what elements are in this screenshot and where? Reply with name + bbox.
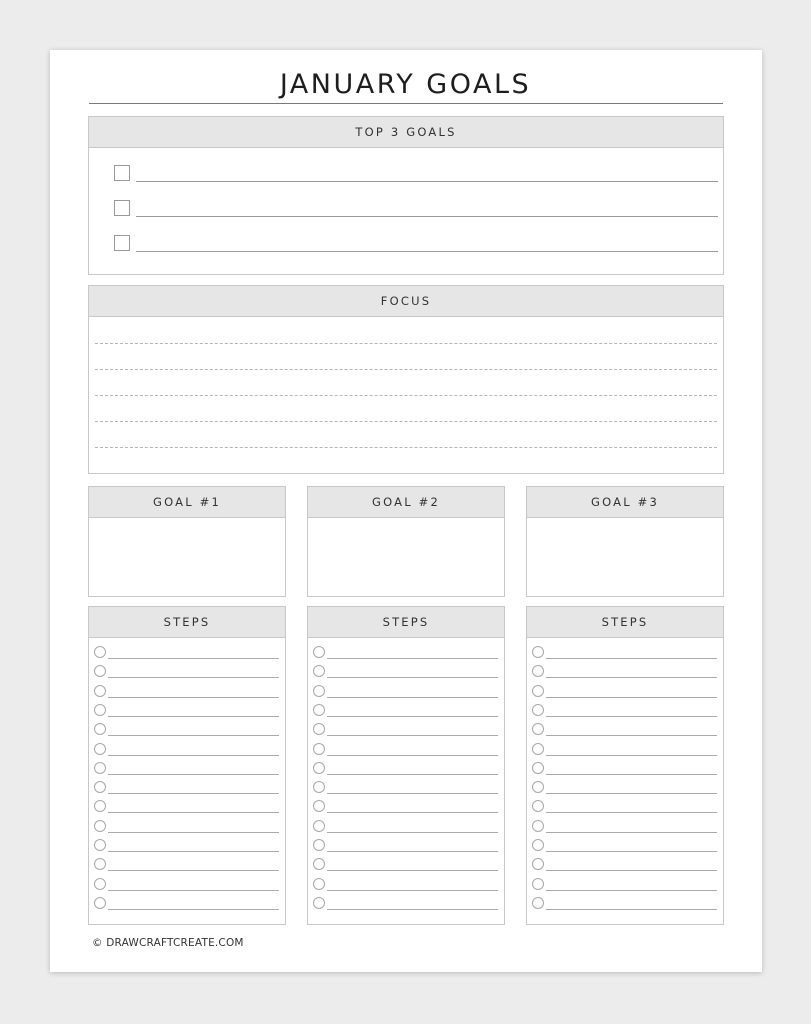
goal-3-box (526, 486, 724, 597)
step-checkbox-circle[interactable] (313, 762, 325, 774)
step-checkbox-circle[interactable] (532, 762, 544, 774)
step-row (532, 897, 717, 911)
top-goal-row (114, 235, 718, 253)
step-row (532, 858, 717, 872)
step-write-line[interactable] (546, 774, 717, 775)
step-checkbox-circle[interactable] (532, 800, 544, 812)
step-checkbox-circle[interactable] (94, 897, 106, 909)
step-write-line[interactable] (327, 774, 498, 775)
step-write-line[interactable] (327, 890, 498, 891)
step-write-line[interactable] (546, 909, 717, 910)
step-checkbox-circle[interactable] (532, 858, 544, 870)
step-row (94, 839, 279, 853)
step-write-line[interactable] (108, 870, 279, 871)
step-write-line[interactable] (327, 832, 498, 833)
step-checkbox-circle[interactable] (313, 858, 325, 870)
top-goal-checkbox[interactable] (114, 235, 130, 251)
step-write-line[interactable] (108, 735, 279, 736)
top-goal-checkbox[interactable] (114, 165, 130, 181)
step-row (313, 839, 498, 853)
step-row (532, 820, 717, 834)
step-row (532, 704, 717, 718)
step-row (94, 723, 279, 737)
step-write-line[interactable] (327, 909, 498, 910)
step-write-line[interactable] (327, 870, 498, 871)
step-checkbox-circle[interactable] (94, 685, 106, 697)
step-checkbox-circle[interactable] (313, 897, 325, 909)
step-write-line[interactable] (108, 793, 279, 794)
step-checkbox-circle[interactable] (313, 685, 325, 697)
step-row (94, 704, 279, 718)
step-row (94, 800, 279, 814)
step-row (313, 685, 498, 699)
page-title: JANUARY GOALS (279, 69, 532, 100)
copyright-footer: © DRAWCRAFTCREATE.COM (92, 937, 244, 949)
step-checkbox-circle[interactable] (94, 820, 106, 832)
step-checkbox-circle[interactable] (94, 858, 106, 870)
step-row (94, 685, 279, 699)
step-write-line[interactable] (108, 716, 279, 717)
step-checkbox-circle[interactable] (94, 800, 106, 812)
step-checkbox-circle[interactable] (313, 878, 325, 890)
step-write-line[interactable] (108, 909, 279, 910)
step-checkbox-circle[interactable] (313, 781, 325, 793)
step-write-line[interactable] (108, 697, 279, 698)
step-checkbox-circle[interactable] (313, 820, 325, 832)
step-write-line[interactable] (327, 735, 498, 736)
step-checkbox-circle[interactable] (532, 665, 544, 677)
focus-write-line[interactable] (95, 421, 717, 422)
step-row (94, 878, 279, 892)
step-write-line[interactable] (546, 755, 717, 756)
step-row (94, 665, 279, 679)
step-write-line[interactable] (546, 677, 717, 678)
top-goal-write-line[interactable] (136, 251, 718, 252)
step-write-line[interactable] (327, 812, 498, 813)
step-write-line[interactable] (546, 851, 717, 852)
step-checkbox-circle[interactable] (313, 743, 325, 755)
step-row (313, 897, 498, 911)
step-write-line[interactable] (546, 793, 717, 794)
step-checkbox-circle[interactable] (94, 762, 106, 774)
step-write-line[interactable] (327, 793, 498, 794)
step-write-line[interactable] (108, 658, 279, 659)
step-checkbox-circle[interactable] (532, 820, 544, 832)
step-checkbox-circle[interactable] (532, 723, 544, 735)
step-row (532, 762, 717, 776)
step-checkbox-circle[interactable] (532, 878, 544, 890)
step-checkbox-circle[interactable] (532, 704, 544, 716)
steps-2-box (307, 606, 505, 925)
step-checkbox-circle[interactable] (94, 839, 106, 851)
step-checkbox-circle[interactable] (313, 704, 325, 716)
step-checkbox-circle[interactable] (532, 685, 544, 697)
goal-2-box (307, 486, 505, 597)
step-row (532, 685, 717, 699)
step-row (532, 665, 717, 679)
step-row (313, 723, 498, 737)
step-checkbox-circle[interactable] (313, 839, 325, 851)
steps-1-header: STEPS (89, 607, 285, 638)
step-checkbox-circle[interactable] (94, 665, 106, 677)
step-row (313, 800, 498, 814)
step-checkbox-circle[interactable] (313, 800, 325, 812)
step-row (313, 762, 498, 776)
step-write-line[interactable] (108, 755, 279, 756)
step-write-line[interactable] (546, 735, 717, 736)
step-row (313, 820, 498, 834)
focus-write-line[interactable] (95, 343, 717, 344)
step-row (532, 743, 717, 757)
step-write-line[interactable] (546, 697, 717, 698)
step-checkbox-circle[interactable] (94, 781, 106, 793)
step-write-line[interactable] (108, 851, 279, 852)
step-row (313, 878, 498, 892)
focus-section (88, 285, 724, 474)
step-checkbox-circle[interactable] (532, 839, 544, 851)
step-write-line[interactable] (108, 812, 279, 813)
step-checkbox-circle[interactable] (94, 723, 106, 735)
step-row (532, 646, 717, 660)
step-row (94, 897, 279, 911)
step-write-line[interactable] (546, 832, 717, 833)
step-write-line[interactable] (327, 677, 498, 678)
step-row (94, 743, 279, 757)
step-write-line[interactable] (546, 716, 717, 717)
top-goal-checkbox[interactable] (114, 200, 130, 216)
step-write-line[interactable] (108, 832, 279, 833)
step-row (313, 781, 498, 795)
steps-1-box (88, 606, 286, 925)
step-write-line[interactable] (327, 851, 498, 852)
step-row (532, 800, 717, 814)
step-row (94, 858, 279, 872)
step-row (313, 646, 498, 660)
step-checkbox-circle[interactable] (313, 665, 325, 677)
step-checkbox-circle[interactable] (94, 878, 106, 890)
focus-write-line[interactable] (95, 369, 717, 370)
step-row (532, 839, 717, 853)
top-goal-write-line[interactable] (136, 216, 718, 217)
step-checkbox-circle[interactable] (532, 646, 544, 658)
step-row (94, 781, 279, 795)
step-row (94, 762, 279, 776)
goal-3-header: GOAL #3 (527, 487, 723, 518)
step-row (313, 704, 498, 718)
steps-2-header: STEPS (308, 607, 504, 638)
step-write-line[interactable] (327, 755, 498, 756)
step-checkbox-circle[interactable] (532, 743, 544, 755)
step-write-line[interactable] (108, 677, 279, 678)
top-goals-section (88, 116, 724, 275)
step-checkbox-circle[interactable] (532, 897, 544, 909)
step-write-line[interactable] (327, 716, 498, 717)
step-row (313, 743, 498, 757)
top-goal-row (114, 200, 718, 218)
step-row (94, 820, 279, 834)
step-write-line[interactable] (546, 658, 717, 659)
step-row (532, 878, 717, 892)
goal-1-box (88, 486, 286, 597)
step-row (94, 646, 279, 660)
step-row (313, 858, 498, 872)
step-write-line[interactable] (108, 890, 279, 891)
step-write-line[interactable] (546, 870, 717, 871)
title-underline (89, 103, 723, 104)
step-checkbox-circle[interactable] (94, 704, 106, 716)
step-checkbox-circle[interactable] (313, 723, 325, 735)
step-write-line[interactable] (546, 890, 717, 891)
step-write-line[interactable] (108, 774, 279, 775)
step-checkbox-circle[interactable] (94, 646, 106, 658)
focus-write-line[interactable] (95, 395, 717, 396)
step-write-line[interactable] (327, 697, 498, 698)
top-goals-header: TOP 3 GOALS (89, 117, 723, 148)
step-checkbox-circle[interactable] (313, 646, 325, 658)
step-row (313, 665, 498, 679)
step-write-line[interactable] (327, 658, 498, 659)
top-goal-write-line[interactable] (136, 181, 718, 182)
focus-header: FOCUS (89, 286, 723, 317)
step-checkbox-circle[interactable] (532, 781, 544, 793)
steps-3-header: STEPS (527, 607, 723, 638)
goal-2-header: GOAL #2 (308, 487, 504, 518)
step-checkbox-circle[interactable] (94, 743, 106, 755)
step-row (532, 781, 717, 795)
goal-1-header: GOAL #1 (89, 487, 285, 518)
step-row (532, 723, 717, 737)
top-goal-row (114, 165, 718, 183)
steps-3-box (526, 606, 724, 925)
focus-write-line[interactable] (95, 447, 717, 448)
step-write-line[interactable] (546, 812, 717, 813)
